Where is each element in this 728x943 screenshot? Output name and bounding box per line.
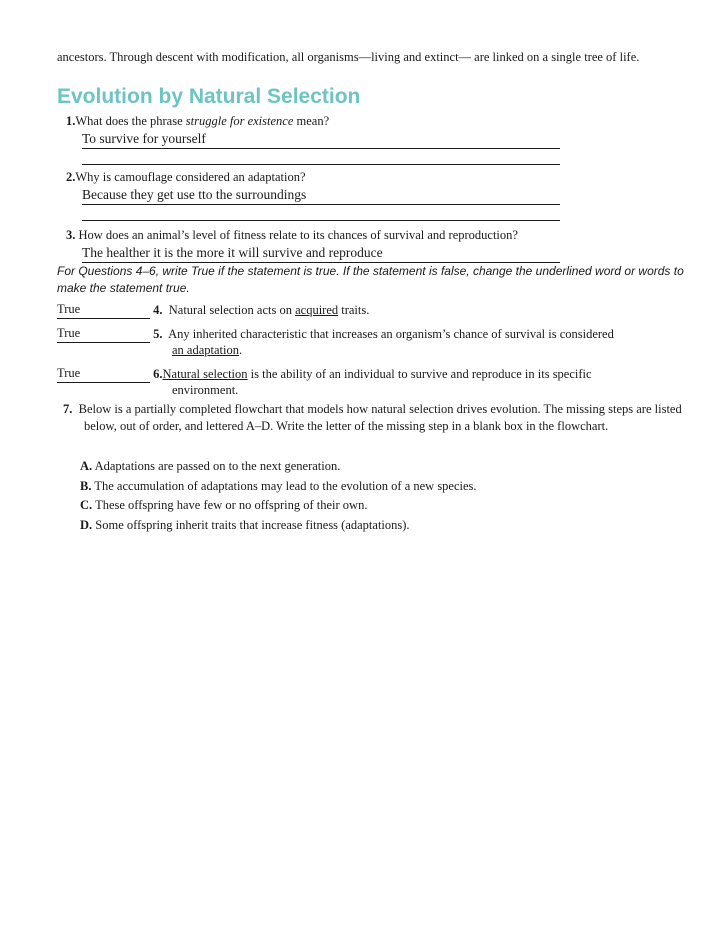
option-d-letter: D.: [80, 518, 93, 532]
question-4-underlined: acquired: [295, 303, 339, 317]
question-5-answer-field[interactable]: [57, 325, 150, 343]
intro-paragraph: ancestors. Through descent with modification, all organisms—living and extinct— are linked on a single tree of life.: [57, 50, 640, 64]
question-6-text: is the ability of an individual to survive and reproduce in its specific: [247, 367, 592, 381]
question-5-underlined: an adaptation: [172, 343, 239, 357]
option-c-text: These offspring have few or no offspring of their own.: [95, 498, 368, 512]
question-5-after: .: [239, 343, 243, 357]
question-4-answer-field[interactable]: [57, 301, 150, 319]
question-1-answer-field[interactable]: [82, 130, 560, 149]
question-6-continuation: environment.: [172, 383, 239, 397]
question-6-number: 6.: [153, 367, 163, 381]
option-c-letter: C.: [80, 498, 93, 512]
question-2-answer-line-2[interactable]: [82, 219, 560, 221]
question-2-answer: Because they get use tto the surroundings: [82, 187, 307, 202]
question-5-continuation: [172, 342, 242, 359]
option-d-text: Some offspring inherit traits that increase fitness (adaptations).: [95, 518, 410, 532]
question-5-number: 5.: [153, 327, 163, 341]
question-3-answer-field[interactable]: [82, 244, 560, 263]
question-5: [57, 325, 614, 343]
question-4-text: Natural selection acts on: [168, 303, 296, 317]
question-6-answer-field[interactable]: [57, 365, 150, 383]
option-b-letter: B.: [80, 479, 92, 493]
question-3-prompt: How does an animal’s level of fitness relate to its chances of survival and reproduction?: [78, 228, 518, 242]
option-c: [80, 497, 367, 514]
question-1: [66, 113, 329, 130]
question-7-text: Below is a partially completed flowchart that models how natural selection drives evolution. The missing steps are listed below, out of order, and lettered A–D. Write the letter of the missing step in a blank box in the flowchart.: [78, 402, 682, 433]
option-b-text: The accumulation of adaptations may lead to the evolution of a new species.: [94, 479, 477, 493]
question-6-underlined: Natural selection: [162, 367, 248, 381]
option-a: [80, 458, 340, 475]
question-7-number: 7.: [63, 402, 73, 416]
question-1-prefix: What does the phrase: [75, 114, 186, 128]
option-b: [80, 478, 477, 495]
question-3-answer: The healther it is the more it will survive and reproduce: [82, 245, 383, 260]
question-1-emphasis: struggle for existence: [185, 114, 294, 128]
option-a-text: Adaptations are passed on to the next generation.: [94, 459, 341, 473]
question-2-number: 2.: [66, 170, 76, 184]
question-6-answer: True: [57, 366, 81, 380]
question-2-answer-field[interactable]: [82, 186, 560, 205]
question-1-suffix: mean?: [293, 114, 330, 128]
question-2: [66, 169, 306, 186]
section-title: Evolution by Natural Selection: [57, 85, 361, 108]
option-d: [80, 517, 410, 534]
question-4-after: traits.: [338, 303, 370, 317]
question-7: [63, 401, 683, 435]
question-2-prompt: Why is camouflage considered an adaptation?: [75, 170, 306, 184]
instructions: For Questions 4–6, write True if the statement is true. If the statement is false, change the underlined word or words to make the statement true.: [57, 264, 684, 295]
question-1-number: 1.: [66, 114, 76, 128]
question-1-answer: To survive for yourself: [82, 131, 206, 146]
question-6: [57, 365, 592, 383]
question-5-text: Any inherited characteristic that increases an organism’s chance of survival is considered: [168, 327, 614, 341]
question-1-answer-line-2[interactable]: [82, 163, 560, 165]
question-3: [66, 227, 518, 244]
question-4-answer: True: [57, 302, 81, 316]
question-5-answer: True: [57, 326, 81, 340]
question-4: [57, 301, 369, 319]
question-3-number: 3.: [66, 228, 76, 242]
option-a-letter: A.: [80, 459, 93, 473]
question-4-number: 4.: [153, 303, 163, 317]
